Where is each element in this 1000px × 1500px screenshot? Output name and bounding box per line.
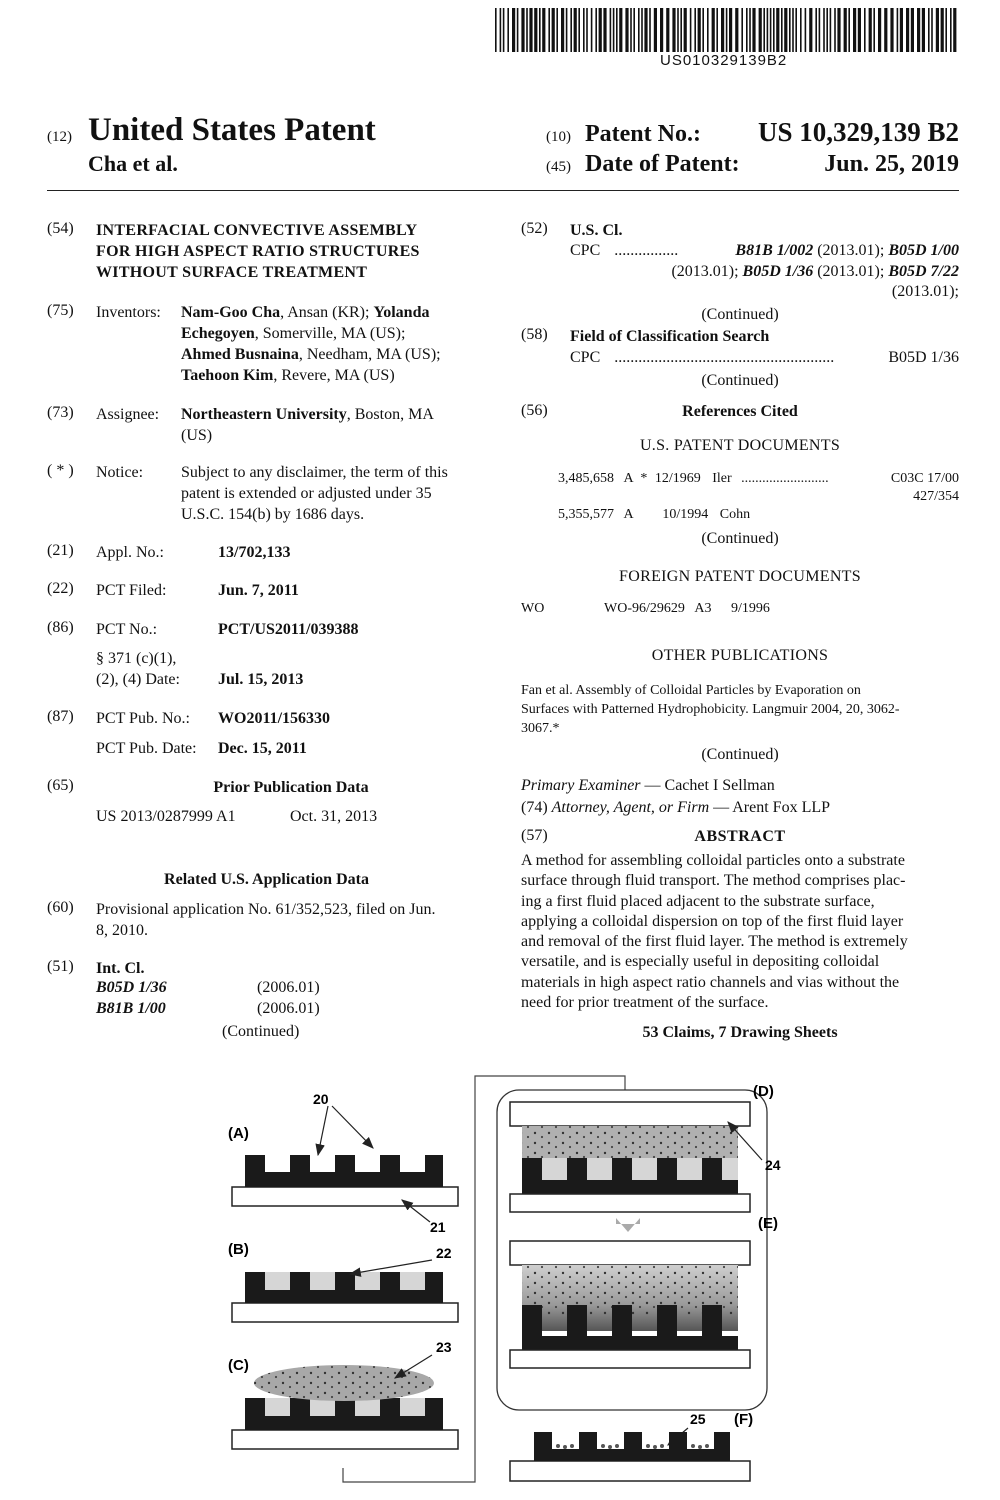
us-doc-row-1-class-2: 427/354 — [913, 489, 959, 504]
panel-b — [228, 1241, 458, 1322]
intcl-code: (51) — [47, 958, 74, 975]
authors: Cha et al. — [88, 151, 178, 176]
uscl-code: (52) — [521, 220, 548, 237]
pub-date: Dec. 15, 2011 — [218, 740, 307, 757]
cpc-line-3: (2013.01); — [891, 283, 959, 300]
refs-code: (56) — [521, 402, 548, 419]
uscl-continued: (Continued) — [701, 306, 779, 323]
appl-code: (21) — [47, 542, 74, 559]
inventors-list: Nam-Goo Cha, Ansan (KR); Yolanda Echegoyen, Somerville, MA (US); Ahmed Busnaina, Needham, MA (US); Taehoon Kim, Revere, MA (US) — [181, 304, 441, 384]
pub-number: WO2011/156330 — [218, 710, 331, 727]
patent-title: INTERFACIAL CONVECTIVE ASSEMBLY FOR HIGH ASPECT RATIO STRUCTURES WITHOUT SURFACE TREATMENT — [96, 222, 420, 281]
field-label: Field of Classification Search — [570, 328, 770, 345]
notice-label: Notice: — [96, 464, 144, 481]
notice-text: Subject to any disclaimer, the term of this patent is extended or adjusted under 35 U.S.C. 154(b) by 1686 days. — [181, 464, 448, 523]
foreign-title: FOREIGN PATENT DOCUMENTS — [619, 568, 861, 585]
appl-label: Appl. No.: — [96, 544, 164, 561]
s371-label: § 371 (c)(1), (2), (4) Date: — [96, 650, 180, 688]
inventors-code: (75) — [47, 302, 74, 319]
cpc-line-1: CPC ................ — [570, 242, 679, 259]
abstract-text: A method for assembling colloidal particles onto a substrate surface through fluid transport. The method comprises plac- ing a first fluid placed adjacent to the substrate surface, applying a colloidal dispersion on top of the first fluid layer and removal of the first fluid layer. The method is extremely versatile, and is especially useful in depositing colloidal materials in high aspect ratio channels and vias without the need for prior treatment of the surface. — [521, 852, 908, 1012]
refs-title: References Cited — [682, 403, 798, 420]
field-code: (58) — [521, 326, 548, 343]
panel-a — [228, 1091, 458, 1235]
pct-no-label: PCT No.: — [96, 621, 158, 638]
prior-code: (65) — [47, 777, 74, 794]
title-code: (54) — [47, 220, 74, 237]
label-a: (A) — [228, 1125, 249, 1142]
label-f: (F) — [734, 1411, 754, 1428]
other-pubs-text: Fan et al. Assembly of Colloidal Particles by Evaporation on Surfaces with Patterned Hydrophobicity. Langmuir 2004, 20, 3062- 3067.* — [521, 683, 900, 736]
foreign-cc: WO — [521, 601, 545, 616]
ref-24: 24 — [765, 1157, 781, 1173]
prior-number: US 2013/0287999 A1 — [96, 808, 236, 825]
us-doc-row-2: 5,355,577 A 10/1994 Cohn — [558, 507, 751, 522]
panel-e — [510, 1215, 778, 1368]
ref-23: 23 — [436, 1339, 452, 1355]
transition-arrow — [616, 1218, 640, 1232]
patent-number: US 10,329,139 B2 — [757, 117, 959, 147]
related-title: Related U.S. Application Data — [164, 871, 369, 888]
abstract-title: ABSTRACT — [694, 828, 786, 845]
cpc-line-2: (2013.01); B05D 1/36 (2013.01); B05D 7/22 — [671, 263, 959, 280]
field-cpc-label: CPC ....................................................... — [570, 349, 835, 366]
pct-number: PCT/US2011/039388 — [218, 621, 359, 638]
code-12: (12) — [47, 129, 72, 145]
claims-count: 53 Claims, 7 Drawing Sheets — [642, 1024, 838, 1041]
intcl-label: Int. Cl. — [96, 960, 145, 977]
panel-d — [510, 1083, 781, 1212]
pub-no-label: PCT Pub. No.: — [96, 710, 190, 727]
us-doc-row-1-class: C03C 17/00 — [890, 471, 959, 486]
us-docs-continued: (Continued) — [701, 530, 779, 547]
label-d: (D) — [753, 1083, 774, 1100]
label-c: (C) — [228, 1357, 249, 1374]
pub-no-code: (87) — [47, 708, 74, 725]
code-45: (45) — [546, 159, 571, 175]
primary-examiner: Primary Examiner — Cachet I Sellman — [521, 777, 775, 794]
label-e: (E) — [758, 1215, 778, 1232]
pub-date-label: PCT Pub. Date: — [96, 740, 197, 757]
intcl-class-1: B05D 1/36 — [96, 979, 167, 996]
other-pubs-continued: (Continued) — [701, 746, 779, 763]
notice-code: ( * ) — [47, 462, 74, 479]
foreign-doc: WO-96/29629 A3 9/1996 — [604, 601, 770, 616]
prov-code: (60) — [47, 899, 74, 916]
ref-21: 21 — [430, 1219, 446, 1235]
pct-filed-code: (22) — [47, 580, 74, 597]
ref-20: 20 — [313, 1091, 329, 1107]
patent-date: Jun. 25, 2019 — [824, 151, 959, 177]
provisional-text: Provisional application No. 61/352,523, filed on Jun. 8, 2010. — [96, 901, 436, 939]
pct-filed-label: PCT Filed: — [96, 582, 167, 599]
s371-date: Jul. 15, 2013 — [218, 671, 304, 688]
intcl-version-1: (2006.01) — [257, 979, 320, 996]
substrate-a — [232, 1187, 458, 1206]
pattern-a — [245, 1155, 443, 1187]
ref-22: 22 — [436, 1245, 452, 1261]
assignee-code: (73) — [47, 404, 74, 421]
cpc-line-1-values: B81B 1/002 (2013.01); B05D 1/00 — [735, 242, 959, 259]
ref-25: 25 — [690, 1411, 706, 1427]
other-pubs-title: OTHER PUBLICATIONS — [651, 647, 829, 664]
pct-no-code: (86) — [47, 619, 74, 636]
document-number: US010329139B2 — [660, 52, 788, 69]
patent-no-label: Patent No.: — [585, 121, 701, 147]
label-b: (B) — [228, 1241, 249, 1258]
assignee-label: Assignee: — [96, 406, 160, 423]
us-doc-row-1: 3,485,658 A * 12/1969 Iler ......................... — [558, 471, 829, 486]
us-docs-title: U.S. PATENT DOCUMENTS — [639, 437, 841, 454]
patent-type: United States Patent — [88, 112, 376, 148]
panel-f — [510, 1411, 753, 1481]
intcl-continued: (Continued) — [222, 1023, 300, 1040]
inventors-label: Inventors: — [96, 304, 161, 321]
assignee: Northeastern University, Boston, MA (US) — [181, 406, 434, 444]
intcl-class-2: B81B 1/00 — [96, 1000, 166, 1017]
panel-c — [228, 1339, 458, 1449]
code-10: (10) — [546, 129, 571, 145]
field-cpc-value: B05D 1/36 — [888, 349, 959, 366]
field-continued: (Continued) — [701, 372, 779, 389]
date-label: Date of Patent: — [585, 151, 740, 177]
pct-filed-date: Jun. 7, 2011 — [218, 582, 299, 599]
uscl-label: U.S. Cl. — [570, 222, 623, 239]
prior-date: Oct. 31, 2013 — [290, 808, 378, 825]
intcl-version-2: (2006.01) — [257, 1000, 320, 1017]
attorney: (74) Attorney, Agent, or Firm — Arent Fox LLP — [521, 799, 831, 816]
prior-title: Prior Publication Data — [213, 779, 369, 796]
abstract-code: (57) — [521, 827, 548, 844]
appl-number: 13/702,133 — [218, 544, 291, 561]
